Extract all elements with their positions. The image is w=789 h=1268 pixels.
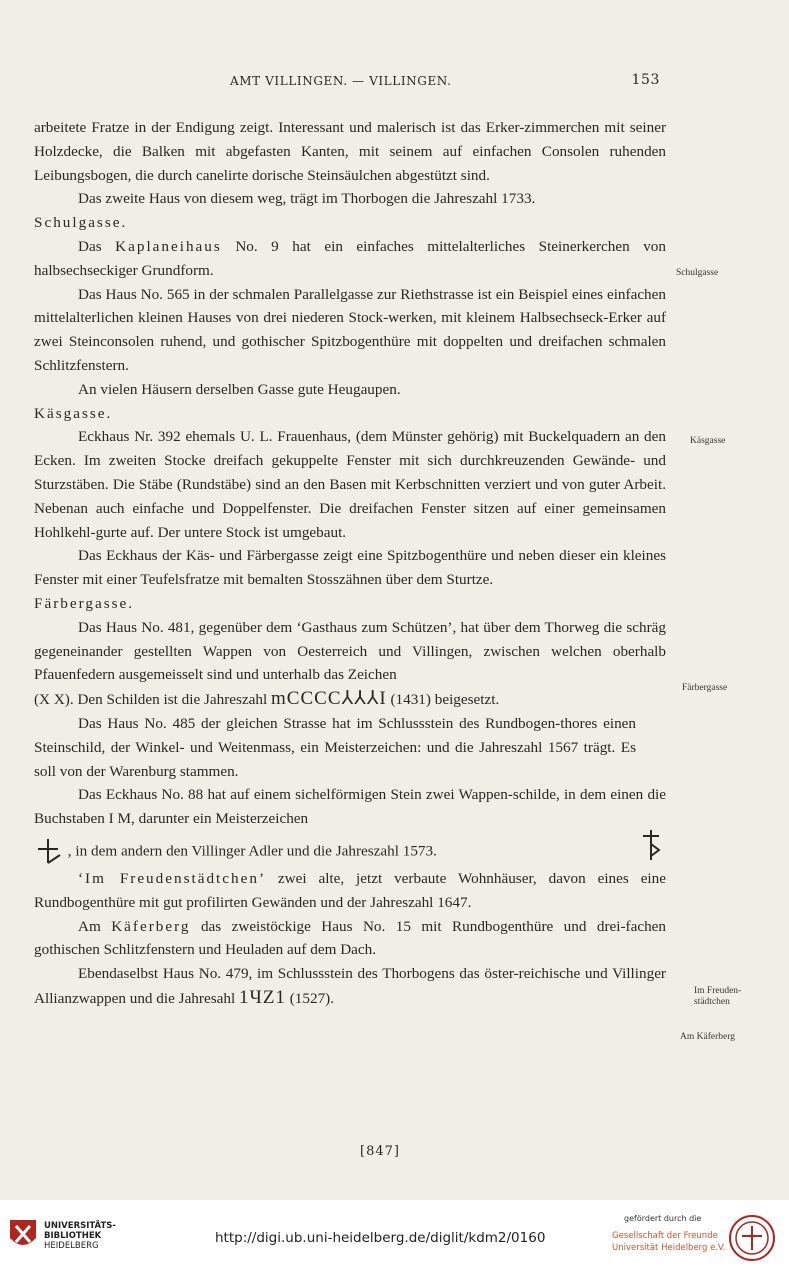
paragraph: arbeitete Fratze in der Endigung zeigt. Interessant und malerisch ist das Erker-zimmerchen mit seiner Holzdecke, die Balken mit abgefasten Kanten, mit seinem auf einfachen Consolen ruhenden Leibungsbogen, die durch canelirte dorische Steinsäulchen abgestützt sind. (34, 119, 666, 184)
spaced-name: ‘Im Freudenstädtchen’ (78, 869, 266, 887)
spaced-name: Kaplaneihaus (115, 237, 222, 255)
paragraph: Ebendaselbst Haus No. 479, im Schlussstein des Thorbogens das öster-reichische und Villinger Allianzwappen und die Jahresahl 1ЧZ1 (1527). (34, 965, 666, 1008)
viewer-footer (0, 1200, 789, 1268)
permalink-url[interactable]: http://digi.ub.uni-heidelberg.de/diglit/kdm2/0160 (215, 1230, 546, 1246)
mason-mark-icon (640, 828, 662, 862)
library-line: BIBLIOTHEK (44, 1231, 102, 1241)
section-heading-kaesgasse: Käsgasse. (34, 404, 113, 422)
paragraph: Das Haus No. 565 in der schmalen Parallelgasse zur Riethstrasse ist ein Beispiel eines einfachen mittelalterlichen kleinen Hauses von drei niederen Stock-werken, mit kleinem Halbsechseck-Erker auf zwei Steinconsolen ruhend, und gothischer Spitzbogenthüre mit doppelten und dreifachen schmalen Schlitzfenstern. (34, 285, 666, 374)
paragraph: An vielen Häusern derselben Gasse gute Heugaupen. (78, 380, 401, 398)
page-number: 153 (631, 72, 660, 88)
paragraph: Das Eckhaus der Käs- und Färbergasse zeigt eine Spitzbogenthüre und neben dieser ein kleines Fenster mit einer Teufelsfratze mit bemalten Stosszähnen über dem Sturtze. (34, 547, 666, 589)
margin-note: Färbergasse (682, 683, 728, 693)
sponsor-block[interactable] (612, 1214, 725, 1253)
gothic-year: 1ЧZ1 (238, 986, 286, 1008)
running-title: AMT VILLINGEN. — VILLINGEN. (230, 74, 452, 88)
paragraph: , in dem andern den Villinger Adler und die Jahreszahl 1573. (34, 837, 666, 867)
library-logo[interactable] (8, 1218, 116, 1254)
section-heading-faerbergasse: Färbergasse. (34, 594, 135, 612)
society-seal-icon (728, 1214, 776, 1262)
sponsor-name: Universität Heidelberg e.V. (612, 1243, 726, 1253)
paragraph: Das zweite Haus von diesem weg, trägt im Thorbogen die Jahreszahl 1733. (78, 190, 536, 208)
spaced-name: Käferberg (111, 917, 191, 935)
section-heading-schulgasse: Schulgasse. (34, 214, 128, 232)
sponsor-label: gefördert durch die (624, 1214, 702, 1223)
gothic-year: mCCCC⅄⅄⅄I (271, 688, 387, 710)
body-text (34, 116, 666, 1011)
running-header (230, 74, 660, 88)
library-line: UNIVERSITÄTS- (44, 1221, 116, 1231)
margin-note: Am Käferberg (680, 1032, 735, 1042)
paragraph: Eckhaus Nr. 392 ehemals U. L. Frauenhaus, (dem Münster gehörig) mit Buckelquadern an den Ecken. Im zweiten Stocke dreifach gekuppelte Fenster mit sich durchkreuzenden Gewände- und Sturzstäben. Die Stäbe (Rundstäbe) sind an den Basen mit Kerbschnitten verziert und von guter Arbeit. Nebenan auch einfache und Doppelfenster. Die dreifachen Fenster sitzen auf einer gemeinsamen Hohlkehl-gurte auf. Der untere Stock ist umgebaut. (34, 428, 666, 541)
margin-note: Käsgasse (690, 436, 726, 446)
paragraph: Das Eckhaus No. 88 hat auf einem sichelförmigen Stein zwei Wappen-schilde, in dem einen die Buchstaben I M, darunter ein Meisterzeichen (34, 786, 666, 828)
mason-mark-icon (34, 837, 64, 867)
margin-note: Schulgasse (676, 268, 719, 278)
sponsor-name: Gesellschaft der Freunde (612, 1231, 718, 1241)
margin-note: Im Freuden-städtchen (694, 986, 742, 1007)
signature-mark: [847] (360, 1144, 400, 1159)
paragraph: (X X). Den Schilden ist die Jahreszahl mCCCC⅄⅄⅄I (1431) beigesetzt. (34, 688, 500, 710)
paragraph: Am Käferberg das zweistöckige Haus No. 15 mit Rundbogenthüre und drei-fachen gothischen Schlitzfenstern und Heuladen auf dem Dach. (34, 917, 667, 959)
paragraph: ‘Im Freudenstädtchen’ zwei alte, jetzt verbaute Wohnhäuser, davon eines eine Rundbogenthüre mit gut profilirten Gewänden und der Jahreszahl 1647. (34, 869, 666, 911)
university-seal-icon (8, 1218, 38, 1254)
library-line: HEIDELBERG (44, 1241, 99, 1251)
paragraph: Das Kaplaneihaus No. 9 hat ein einfaches mittelalterliches Steinerkerchen von halbsechseckiger Grundform. (34, 237, 666, 279)
paragraph: Das Haus No. 485 der gleichen Strasse hat im Schlussstein des Rundbogen-thores einen Steinschild, der Winkel- und Weitenmass, ein Meisterzeichen: und die Jahreszahl 1567 trägt. Es soll von der Warenburg stammen. (34, 714, 636, 780)
paragraph: Das Haus No. 481, gegenüber dem ‘Gasthaus zum Schützen’, hat über dem Thorweg die schräg gegeneinander gestellten Wappen von Oesterreich und Villingen, zwischen welchen oberhalb Pfauenfedern ausgemeisselt sind und unterhalb das Zeichen (34, 618, 666, 684)
